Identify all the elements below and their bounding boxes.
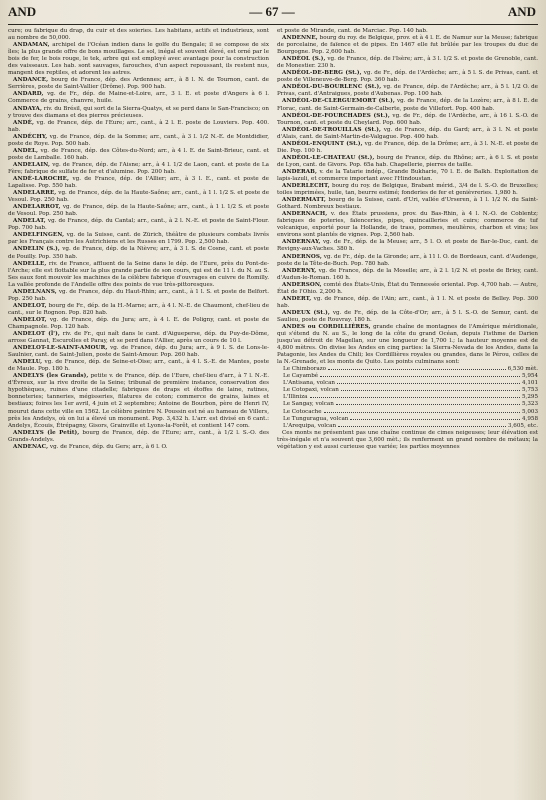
entry-headword: ANDELOT-LE-SAINT-AMOUR, [13, 345, 108, 352]
entry-text: cure; ou fabrique du drap, du cuir et des soieries. Les habitans, actifs et industrieux, sont au nombre de 50,000. [8, 28, 269, 42]
dictionary-entry [8, 303, 269, 317]
entry-headword: ANDES ou CORDILLIÈRES, [282, 323, 371, 330]
entry-text: riv. de France, affluent de la Seine dans le dép. de l'Eure, près du Pont-de-l'Arche; elle est flottable sur la plus grande partie de son cours, qui est de 11 l. du N. au S. Ses eaux font mouvoir les machines de la célèbre fabrique d'ouvrages en cuivre de Romilly. La vallée profonde de l'Andelle offre des points de vue très-pittoresques. [8, 260, 269, 288]
entry-text: archipel de l'Océan indien dans le golfe du Bengale; il se compose de six îles; la plus grande offre de bons mouillages. Le sol, inégal et souvent élevé, est orné par le bois de fer, le bois rouge, le tek, arbre qui est employé avec avantage pour la construction des vaisseaux. Les hab. sont sauvages, farouches, d'un aspect repoussant, ils restent nus, mangent des reptiles, et adorent les astres. [8, 42, 269, 77]
dictionary-entry [277, 113, 538, 127]
entry-headword: ANDÉOL-DE-CLERGUEMORT (St.), [282, 98, 395, 105]
entry-headword: ANDÉOL-DE-FOURCHADES (St.), [282, 112, 390, 119]
entry-text: vg. de France, dép. de la Drôme; arr., à 3 l. N.-E. et poste de Die. Pop. 100 h. [277, 140, 538, 154]
dictionary-entry [277, 141, 538, 155]
entry-headword: ANDÉOL-DE-BERG (St.), [282, 70, 362, 77]
entry-headword: ANDÉOL (S.), [282, 56, 326, 63]
peak-row [283, 380, 538, 387]
dictionary-entry [8, 261, 269, 289]
peaks-table [283, 366, 538, 429]
entry-text: bourg de Fr., dép. de la H.-Marne; arr., à 4 l. N.-E. de Chaumont, chef-lieu de cant., sur le Rognon. Pop. 820 hab. [8, 302, 269, 316]
entry-headword: ANDERLECHT, [282, 183, 330, 190]
entry-text: vg. de Fr., dép. de la Côte-d'Or; arr., à 5 l. S.-O. de Semur, cant. de Saulieu, poste de Rouvray. 180 h. [277, 309, 538, 323]
peak-height: 4,958 [521, 415, 538, 422]
entry-headword: ANDELU, [13, 359, 43, 366]
entry-text: vg. de France, dép. de l'Allier; arr., à 3 l. E., cant. et poste de Lapalisse. Pop. 550 hab. [8, 175, 269, 190]
entry-headword: ANDÉOL-DU-BOURLENC (St.), [282, 84, 382, 91]
entry-text: vg. de Fr., dép. de l'Ardèche; arr., à 5 l. S. de Privas, cant. et poste de Villeneuve-de-Berg. Pop. 360 hab. [277, 70, 538, 84]
dictionary-entry [8, 317, 269, 331]
leader-dots [336, 404, 520, 405]
dictionary-entry [277, 56, 538, 70]
peak-name: L'Arequipa, volcan [283, 422, 337, 429]
entry-text: vg. de France, dép. du Cantal; arr., cant., à 2 l. N.-E. et poste de Saint-Flour. Pop. 700 hab. [8, 218, 269, 232]
entry-text: bourg du roy. de Belgique, prov. et à 4 l. E. de Namur sur la Meuse; fabrique de porcelaine, de faïence et de pipes. En 1467 elle fut brûlée par les troupes du duc de Bourgogne. Pop. 2,600 hab. [277, 35, 538, 56]
entry-headword: ANDAMAN, [13, 42, 50, 49]
page-header [0, 4, 546, 26]
peak-height: 4,101 [521, 380, 538, 387]
dictionary-entry [8, 289, 269, 303]
dictionary-entry [8, 190, 269, 204]
dictionary-entry [277, 127, 538, 141]
entry-headword: ANDÉOL-ENQUINT (St.), [282, 140, 363, 147]
entry-headword: ANDERT, [282, 295, 312, 302]
dictionary-entry [277, 183, 538, 197]
entry-headword: ANDÉCHY, [13, 133, 48, 140]
dictionary-entry [8, 204, 269, 218]
dictionary-entry [8, 345, 269, 359]
dictionary-entry [277, 282, 538, 296]
entry-headword: ANDAYA, [13, 105, 42, 112]
peak-name: Le Tunguragua, volcan [283, 415, 349, 422]
dictionary-entry [8, 148, 269, 162]
dictionary-entry [277, 310, 538, 324]
entry-headword: ANDELOT (l'), [13, 331, 60, 338]
dictionary-entry [8, 359, 269, 373]
entry-text: vg. de France, dép. de l'Eure; arr., cant., à 2 l. E. poste de Louviers. Pop. 400. hab. [8, 119, 269, 133]
peak-name: L'Illiniza [283, 394, 308, 401]
entry-text: v. de la Tatarie indép., Grande Bukharie, 70 l. E. de Balkh. Exploitation de lapis-lazuli, et commerce important avec l'Hindoustan. [277, 168, 538, 182]
entry-headword: ANDÉ-LAROCHE, [13, 175, 70, 182]
dictionary-entry [277, 324, 538, 366]
header-left-guide-word: AND [8, 4, 37, 19]
leader-dots [337, 383, 520, 384]
header-rule [8, 24, 538, 25]
page-number: — 67 — [249, 4, 295, 19]
leader-dots [350, 419, 520, 420]
entry-headword: ANDELFINGEN, [13, 232, 65, 239]
entry-text: vg. de France, dép. du Gers; arr., à 6 l. O. [49, 443, 168, 450]
entry-text: vg. de France, dép. de Seine-et-Oise; arr., cant., à 4 l. S.-E. de Mantes, poste de Maule. Pop. 180 h. [8, 359, 269, 373]
entry-text: riv. de Fr., qui naît dans le cant. d'Aigueperse, dép. du Puy-de-Dôme, arrose Gannat, Escurolles et Paray, et se perd dans l'Allier, après un cours de 10 l. [8, 331, 269, 345]
dictionary-entry [277, 84, 538, 98]
entry-text: petite v. de France, dép. de l'Eure, chef-lieu d'arr., à 7 l. N.-E. d'Évreux, sur la rive droite de la Seine; tribunal de première instance, conservation des hypothèques, ruines d'une citadelle; fabriques de draps et étoffes de laine, ratines, bonneteries; tanneries, mégisseries, filatures de coton; commerce de grains, laines et bestiaux; foires les 1er avril, 4 juin et 2 septembre; Antoine de Bourbon, père de Henri IV, mourut dans cette ville en 1562. Le célèbre peintre N. Poussin est né au hameau de Villers, près les Andelys, où on lui a élevé un monument. Pop. 3,432 h. L'arr. est divisé en 6 cant.: Andelys, Écouis, Étrépagny, Gisors, Grainville et Lyons-la-Forêt, et contient 147 com. [8, 373, 269, 429]
entry-text: vg. de France, dép. de la Somme; arr., cant., à 3 l. 1/2 N.-E. de Montdidier, poste de Roye. Pop. 500 hab. [8, 133, 269, 147]
entry-text: bourg de France, dép. de l'Eure; arr., cant., à 1/2 l. S.-O. des Grands-Andelys. [8, 429, 269, 443]
entry-text: vg. de la Suisse, cant. de Zürich, théâtre de plusieurs combats livrés par les Français contre les Autrichiens et les Russes en 1799. Pop. 2,500 hab. [8, 232, 269, 246]
text-columns [8, 28, 538, 796]
entry-text: bourg de France, dép. des Ardennes; arr., à 8 l. N. de Tournon, cant. de Serrières, poste de Saint-Vallier (Drôme). Pop. 900 hab. [8, 77, 269, 91]
entry-headword: ANDÉ, [13, 119, 35, 126]
peak-name: Le Chimborazo [283, 366, 327, 373]
entry-text: vg. de France, dép. de l'Ain; arr., cant., à 1 l. N. et poste de Belley. Pop. 300 hab. [277, 295, 538, 309]
entry-text: vg. de France, dép. du Jura; arr., à 9 l. S. de Lons-le-Saulnier, cant. de Saint-Julien, poste de Saint-Amour. Pop. 260 hab. [8, 345, 269, 359]
peak-height: 5,003 [521, 408, 538, 415]
entry-text: bourg du roy. de Belgique, Brabant mérid., 3/4 de l. S.-O. de Bruxelles; toiles imprimées, huile, tan, beurre estimé; fonderies de fer et genièvreries. 1,980 h. [277, 183, 538, 197]
dictionary-entry [277, 70, 538, 84]
dictionary-entry [277, 296, 538, 310]
entry-text: vg. de France, dép. du Jura; arr., à 4 l. E. de Poligny, cant. et poste de Champagnole. Pop. 120 hab. [8, 316, 269, 330]
entry-text: vg. de France, dép. de l'Ardèche; arr., à 5 l. 1/2 O. de Privas, cant. d'Antraigues, poste d'Aubenas. Pop. 100 hab. [277, 84, 538, 98]
peak-height: 5,323 [521, 401, 538, 408]
dictionary-entry [8, 120, 269, 134]
dictionary-entry [277, 268, 538, 282]
dictionary-entry [8, 373, 269, 429]
leader-dots [310, 397, 520, 398]
entry-headword: ANDENAC, [13, 443, 49, 450]
left-column [8, 28, 269, 796]
dictionary-entry [277, 169, 538, 183]
entry-headword: ANDELLE, [13, 260, 47, 267]
peak-row [283, 387, 538, 394]
entry-text: vg. de France, dép. des Côtes-du-Nord; arr., à 4 l. E. de Saint-Brieuc, cant. et poste de Lamballe. 160 hab. [8, 147, 269, 161]
entry-text: vg. de France, dép. de la Lozère; arr., à 8 l. E. de Florac, cant. de Saint-Germain-de-Calberte, poste de Villefort. Pop. 400 hab. [277, 98, 538, 112]
peak-row [283, 416, 538, 423]
peak-row [283, 409, 538, 416]
entry-headword: ANDELAT, [13, 218, 46, 225]
entry-text: vg. de France, dép. du Gard; arr., à 3 l. N. et poste d'Alais, cant. de Saint-Martin-de-Valgague. Pop. 400 hab. [277, 126, 538, 140]
leader-dots [341, 390, 520, 391]
entry-text: grande chaîne de montagnes de l'Amérique méridionale, qui s'étend du N. au S., le long de la côte du grand Océan, depuis l'isthme de Darien jusqu'au détroit de Magellan, sur une longueur de 1,700 l.; la hauteur moyenne est de 4,800 mètres. On divise les Andes en cinq parties: la Sierra-Nevada de los Andes, dans la Patagonie, les Andes du Chili; les Cordillières royales ou grandes, dans le Pérou, celles de la N.-Grenade, et les monts de Quito. Les points culminans sont: [277, 323, 538, 366]
entry-headword: ANDELIN (S.), [13, 246, 60, 253]
peak-name: Le Cayambé [283, 373, 319, 380]
entry-headword: ANDERMATT, [282, 197, 326, 204]
entry-headword: ANDERSON, [282, 281, 322, 288]
entry-headword: ANDARD, [13, 91, 44, 98]
right-column [277, 28, 538, 796]
dictionary-entry [8, 134, 269, 148]
entry-text: vg. de France, dép. de la Haute-Saône; arr., cant., à 1 l. 1/2 S. et poste de Vesoul. Pop. 250 hab. [8, 190, 269, 204]
dictionary-entry [8, 444, 269, 451]
peak-name: Le Cotocache [283, 408, 322, 415]
dictionary-entry [277, 254, 538, 268]
entry-headword: ANDELYS (le Petit), [13, 429, 80, 436]
entry-headword: ANDENNE, [282, 35, 318, 42]
dictionary-entry [277, 211, 538, 239]
dictionary-entry [8, 77, 269, 91]
dictionary-entry [8, 28, 269, 42]
entry-headword: ANDERNAY, [282, 239, 321, 246]
entry-text: vg. de France, dép. de la Haute-Saône; arr., cant., à 1 l. 1/2 S. et poste de Vesoul. Pop. 250 hab. [8, 204, 269, 218]
dictionary-entry [8, 42, 269, 77]
entry-text: et poste de Mirande, cant. de Marciac. Pop. 140 hab. [277, 28, 428, 34]
dictionary-entry [277, 98, 538, 112]
dictionary-entry [277, 239, 538, 253]
peak-height: 5,753 [521, 387, 538, 394]
entry-headword: ANDELAIN, [13, 161, 51, 168]
entry-text: bourg de France, dép. du Rhône; arr., à 6 l. S. et poste de Lyon, cant. de Givors. Pop. 65a hab. Chapellerie, pierres de taille. [277, 154, 538, 168]
entry-text: vg. de France, dép. de l'Isère; arr., à 3 l. 1/2 S. et poste de Grenoble, cant. de Monestier. 230 h. [277, 56, 538, 70]
entry-headword: ANDELNANS, [13, 288, 57, 295]
dictionary-entry [277, 28, 538, 35]
andes-continuation: Ces monts ne présentent pas une chaîne continue de cimes neigeuses; leur élévation est très-inégale et n'a souvent que 3,600 mèt.; ils renferment un grand nombre de métaux; la végétation y est aussi curieuse que variée; les parties moyennes [277, 429, 538, 450]
leader-dots [338, 426, 506, 427]
entry-headword: ANDELOT, [13, 302, 47, 309]
peak-row [283, 401, 538, 408]
entry-headword: ANDEUX (St.), [282, 309, 330, 316]
entry-headword: ANDERNY, [282, 267, 317, 274]
dictionary-entry [277, 197, 538, 211]
entry-text: vg. de Fr., dép. de l'Ardèche, arr., à 16 l. S.-O. de Tournon, cant. et poste du Cheylard. Pop. 600 hab. [277, 112, 538, 126]
entry-headword: ANDELYS (les Grands), [13, 373, 89, 380]
entry-headword: ANDELARRE, [13, 190, 57, 197]
peak-height: 6,530 mèt. [507, 366, 538, 373]
peak-height: 5,295 [521, 394, 538, 401]
dictionary-entry [8, 232, 269, 246]
entry-text: vg. de France, dép. de la Moselle; arr., à 2 l. 1/2 N. et poste de Briey, cant. d'Audun-le-Roman. 160 h. [277, 267, 538, 281]
leader-dots [328, 369, 506, 370]
dictionary-entry [8, 218, 269, 232]
dictionary-entry [277, 155, 538, 169]
entry-text: vg. de Fr., dép. de Maine-et-Loire, arr., 3 l. E. et poste d'Angers à 6 l. Commerce de grains, chanvre, huile. [8, 91, 269, 105]
header-right-guide-word: AND [507, 4, 536, 19]
peak-row [283, 373, 538, 380]
entry-headword: ANDELOT, [13, 316, 47, 323]
peak-row [283, 366, 538, 373]
entry-text: riv. du Brésil, qui sort de la Sierra-Quatys, et se perd dans le San-Francisco; on y trouve des diamans et des pierres précieuses. [8, 105, 269, 119]
peak-row [283, 423, 538, 430]
entry-text: v. des États prussiens, prov. du Bas-Rhin, à 4 l. N.-O. de Coblentz; fabriques de poteries, faïenceries, pipes, quincailleries et cuirs; commerce de tuf volcanique, exporté pour la Hollande, de trass, pommes, meulières, charbon et vins; les environs sont plantés de vignes. Pop. 2,560 hab. [277, 211, 538, 239]
peak-name: Le Sangay, volcan [283, 401, 334, 408]
entry-headword: ANDÉOL-LE-CHATEAU (St.), [282, 154, 375, 161]
right-entries [277, 28, 538, 366]
entry-text: vg. de Fr., dép. de la Meuse; arr., 5 l. O. et poste de Bar-le-Duc, cant. de Revigny-aux-Vaches. 380 h. [277, 239, 538, 253]
entry-text: comté des États-Unis, État du Tennessée oriental. Pop. 4,700 hab. — Autre, État de l'Ohio. 2,200 h. [277, 281, 538, 295]
entry-headword: ANDERAB, [282, 168, 318, 175]
peak-height: 3,605, etc. [507, 422, 538, 429]
entry-text: vg. de France, dép. de l'Aisne; arr., à 4 l. 1/2 de Laon, cant. et poste de La Fère; fabrique de sulfate de fer et d'alumine. Pop. 200 hab. [8, 161, 269, 175]
dictionary-entry [8, 91, 269, 105]
leader-dots [324, 412, 520, 413]
entry-text: bourg de la Suisse, cant. d'Uri, vallée d'Urseren, à 1 l. 1/2 N. du Saint-Gothard. Nombreux bestiaux. [277, 197, 538, 211]
dictionary-entry [8, 246, 269, 260]
entry-headword: ANDEL, [13, 147, 39, 154]
entry-text: vg. de France, dép. de la Nièvre; arr., à 3 l. S. de Cosne, cant. et poste de Pouilly. Pop. 350 hab. [8, 246, 269, 260]
peak-name: L'Antisana, volcan [283, 380, 336, 387]
dictionary-entry [8, 106, 269, 120]
dictionary-entry [8, 176, 269, 190]
dictionary-entry [8, 162, 269, 176]
peak-row [283, 394, 538, 401]
dictionary-entry [277, 35, 538, 56]
entry-text: vg. de France, dép. du Haut-Rhin; arr., cant., à 1 l. S. et poste de Belfort. Pop. 250 hab. [8, 288, 269, 302]
dictionary-entry [8, 331, 269, 345]
peak-height: 5,954 [521, 373, 538, 380]
entry-text: vg. de Fr., dép. de la Gironde; arr., à 11 l. O. de Bordeaux, cant. d'Audenge, poste de la Tête-de-Buch. Pop. 780 hab. [277, 253, 538, 267]
peak-name: Le Cotopaxi, volcan [283, 387, 339, 394]
entry-headword: ANDÉOL-DE-TROUILLAS (St.), [282, 126, 382, 133]
dictionary-entry [8, 430, 269, 444]
entry-headword: ANDELARROT, [13, 204, 61, 211]
entry-headword: ANDANCE, [13, 77, 49, 84]
entry-headword: ANDERNACH, [282, 211, 328, 218]
leader-dots [320, 376, 520, 377]
entry-headword: ANDERNOS, [282, 253, 322, 260]
